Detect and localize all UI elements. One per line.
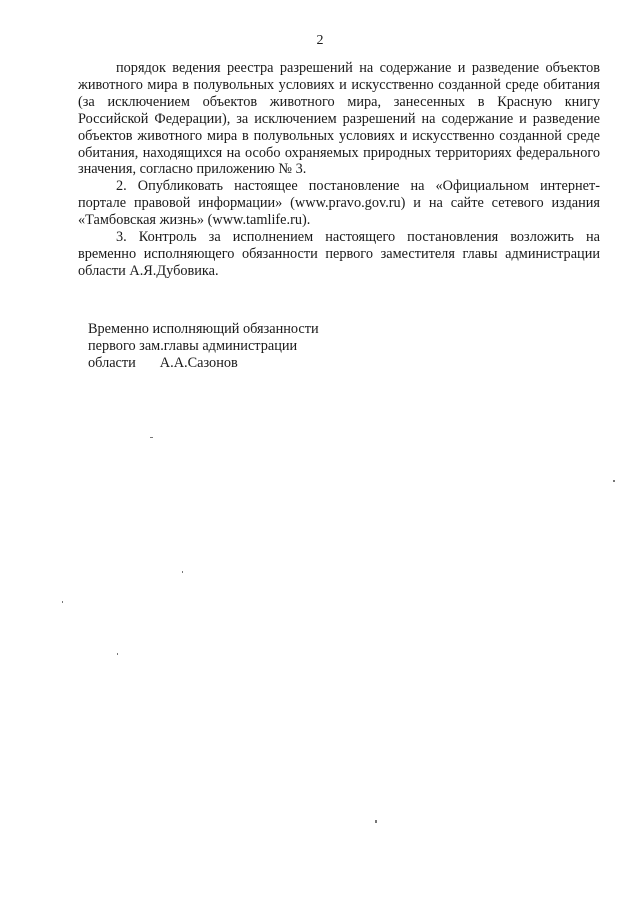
signature-title-line-2: первого зам.главы администрации	[88, 337, 298, 354]
signature-name: А.А.Сазонов	[159, 354, 238, 371]
document-body	[78, 60, 600, 280]
scan-speck	[62, 601, 63, 603]
scan-speck	[375, 820, 377, 823]
page-number: 2	[316, 33, 324, 48]
scan-speck	[613, 480, 615, 482]
signature-title-line-3	[88, 355, 319, 372]
paragraph-publication: 2. Опубликовать настоящее постановление на «Официальном интернет-портале правовой информации» (www.pravo.gov.ru) и на сайте сетевого издания «Тамбовская жизнь» (www.tamlife.ru).	[78, 178, 600, 229]
scan-speck	[182, 571, 183, 573]
signature-title-line-1: Временно исполняющий обязанности	[88, 321, 319, 337]
signature-position: области	[88, 354, 136, 371]
paragraph-continuation: порядок ведения реестра разрешений на содержание и разведение объектов животного мира в полувольных условиях и искусственно созданной среде обитания (за исключением объектов животного мира, занесенных в Красную книгу Российской Федерации), за исключением разрешений на содержание и разведение объектов животного мира в полувольных условиях и искусственно созданной среде обитания, находящихся на особо охраняемых природных территориях федерального значения, согласно приложению № 3.	[78, 60, 600, 178]
scan-speck	[117, 653, 118, 655]
signature-block	[88, 321, 319, 372]
scan-speck	[150, 437, 153, 438]
paragraph-control: 3. Контроль за исполнением настоящего постановления возложить на временно исполняющего обязанности первого заместителя главы администрации области А.Я.Дубовика.	[78, 229, 600, 279]
